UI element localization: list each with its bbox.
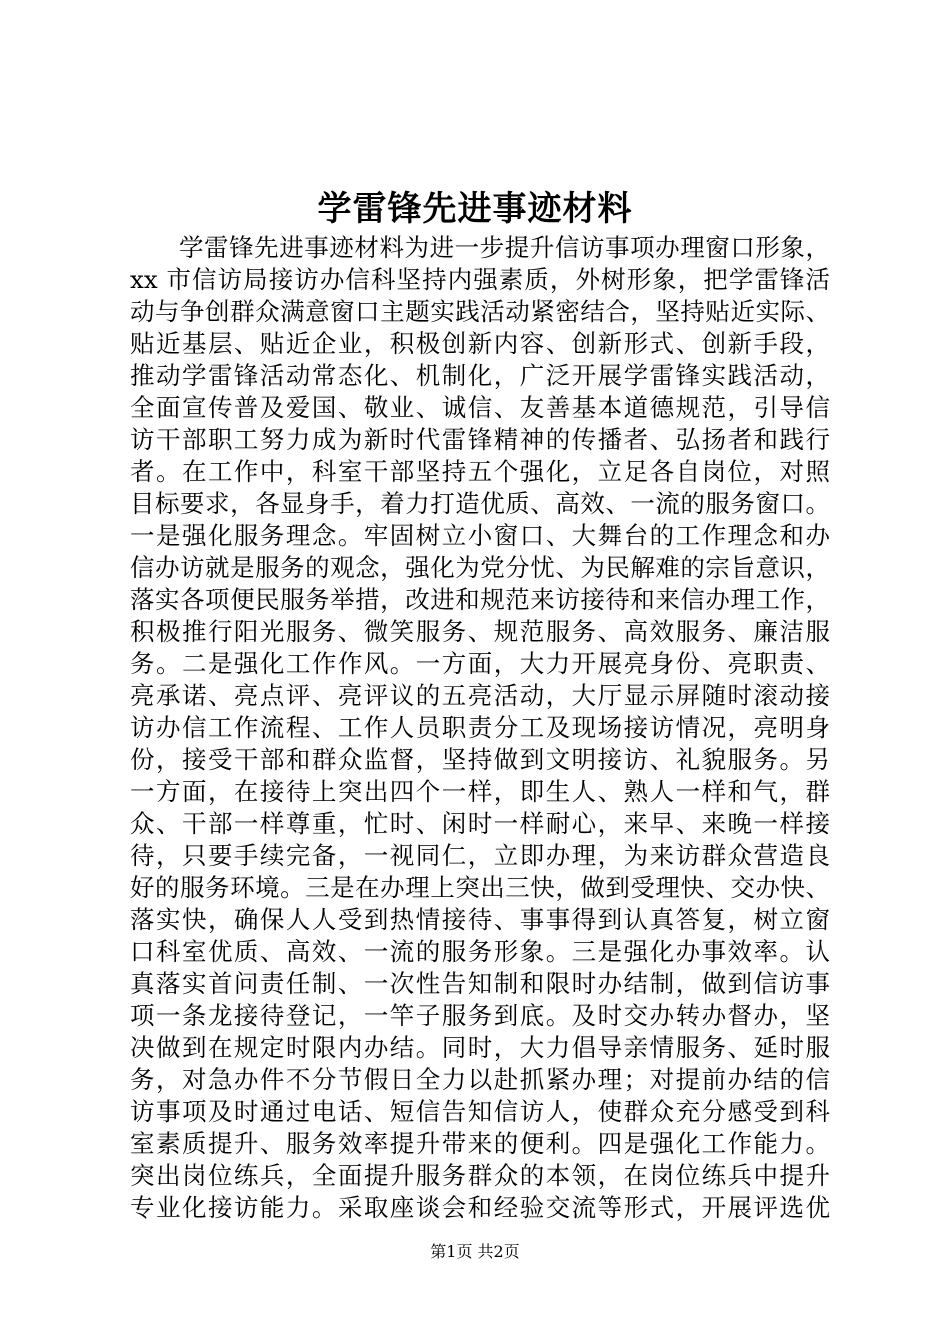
- body-line: 全面宣传普及爱国、敬业、诚信、友善基本道德规范，引导信: [130, 393, 830, 422]
- body-line: 室素质提升、服务效率提升带来的便利。四是强化工作能力。: [130, 1129, 830, 1158]
- body-line: 真落实首问责任制、一次性告知制和限时办结制，做到信访事: [130, 969, 830, 998]
- body-line: 学雷锋先进事迹材料为进一步提升信访事项办理窗口形象，: [179, 233, 830, 262]
- body-line: 贴近基层、贴近企业，积极创新内容、创新形式、创新手段，: [130, 329, 830, 358]
- body-line: 落实各项便民服务举措，改进和规范来访接待和来信办理工作，: [130, 585, 830, 614]
- body-line: 好的服务环境。三是在办理上突出三快，做到受理快、交办快、: [130, 873, 830, 902]
- body-line: 务。二是强化工作作风。一方面，大力开展亮身份、亮职责、: [130, 649, 830, 678]
- body-line: 访干部职工努力成为新时代雷锋精神的传播者、弘扬者和践行: [130, 425, 830, 454]
- body-line: 亮承诺、亮点评、亮评议的五亮活动，大厅显示屏随时滚动接: [130, 681, 830, 710]
- body-line: 推动学雷锋活动常态化、机制化，广泛开展学雷锋实践活动，: [130, 361, 830, 390]
- body-line: 项一条龙接待登记，一竿子服务到底。及时交办转办督办，坚: [130, 1001, 830, 1030]
- body-line: 访办信工作流程、工作人员职责分工及现场接访情况，亮明身: [130, 713, 830, 742]
- body-line: 一是强化服务理念。牢固树立小窗口、大舞台的工作理念和办: [130, 521, 830, 550]
- body-line: 积极推行阳光服务、微笑服务、规范服务、高效服务、廉洁服: [130, 617, 830, 646]
- body-line: 份，接受干部和群众监督，坚持做到文明接访、礼貌服务。另: [130, 745, 830, 774]
- body-line: 信办访就是服务的观念，强化为党分忧、为民解难的宗旨意识，: [130, 553, 830, 582]
- body-line: 突出岗位练兵，全面提升服务群众的本领，在岗位练兵中提升: [130, 1161, 830, 1190]
- body-line: 落实快，确保人人受到热情接待、事事得到认真答复，树立窗: [130, 905, 830, 934]
- body-line: 目标要求，各显身手，着力打造优质、高效、一流的服务窗口。: [130, 489, 830, 518]
- body-line: 访事项及时通过电话、短信告知信访人，使群众充分感受到科: [130, 1097, 830, 1126]
- body-line: 专业化接访能力。采取座谈会和经验交流等形式，开展评选优: [130, 1193, 830, 1222]
- body-line: xx 市信访局接访办信科坚持内强素质，外树形象，把学雷锋活: [130, 265, 830, 294]
- body-line: 待，只要手续完备，一视同仁，立即办理，为来访群众营造良: [130, 841, 830, 870]
- body-line: 众、干部一样尊重，忙时、闲时一样耐心，来早、来晚一样接: [130, 809, 830, 838]
- body-line: 决做到在规定时限内办结。同时，大力倡导亲情服务、延时服: [130, 1033, 830, 1062]
- body-line: 者。在工作中，科室干部坚持五个强化，立足各自岗位，对照: [130, 457, 830, 486]
- body-line: 务，对急办件不分节假日全力以赴抓紧办理；对提前办结的信: [130, 1065, 830, 1094]
- document-title: 学雷锋先进事迹材料: [317, 189, 633, 229]
- page-number-footer: 第1页 共2页: [430, 1242, 520, 1261]
- body-line: 口科室优质、高效、一流的服务形象。三是强化办事效率。认: [130, 937, 830, 966]
- document-body: [130, 232, 830, 1224]
- body-line: 一方面，在接待上突出四个一样，即生人、熟人一样和气，群: [130, 777, 830, 806]
- body-line: 动与争创群众满意窗口主题实践活动紧密结合，坚持贴近实际、: [130, 297, 830, 326]
